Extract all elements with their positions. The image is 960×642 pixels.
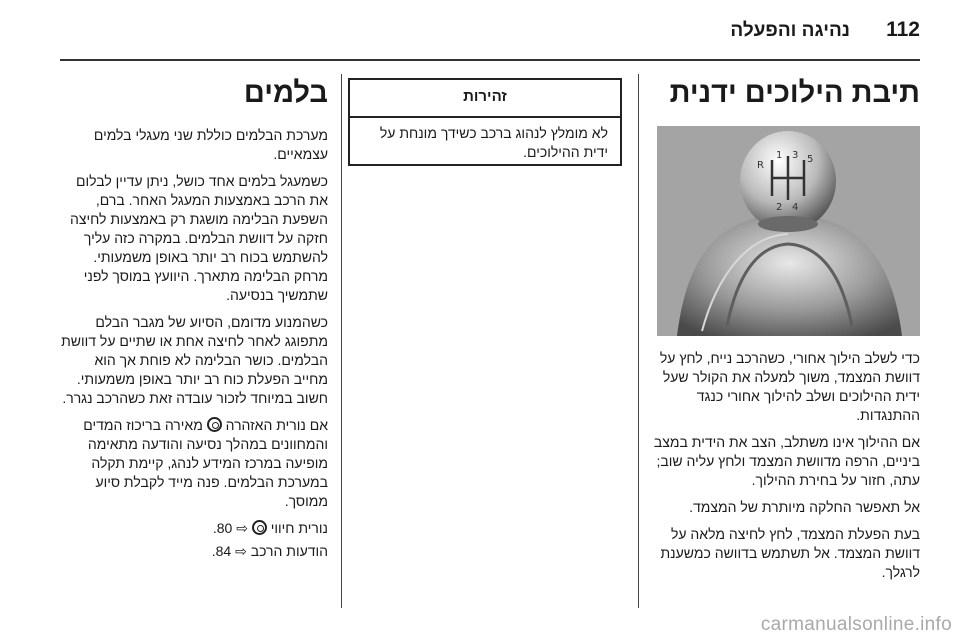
transmission-text — [652, 349, 920, 590]
ref-indicator-page: 80. — [212, 520, 233, 536]
gear-shift-image — [657, 126, 920, 336]
svg-text:3: 3 — [792, 150, 799, 161]
svg-text:4: 4 — [792, 202, 799, 213]
section-title: נהיגה והפעלה — [730, 20, 850, 41]
column-divider-right — [638, 74, 639, 608]
column-divider-left — [341, 74, 342, 608]
lamp-text-after: מאירה בריכוז המדים והמחוונים במהלך נסיעה והודעה מתאימה מופיעה במרכז המידע לנהג, קיימת תקלה במערכת הבלמים. פנה מייד לקבלת סיוע ממוסך. — [83, 417, 328, 509]
transmission-para-4: בעת הפעלת המצמד, לחץ לחיצה מלאה על דוושת המצמד. אל תשתמש בדוושה כמשענת לרגלך. — [660, 526, 920, 580]
svg-text:2: 2 — [776, 202, 783, 213]
brakes-heading: בלמים — [243, 77, 328, 109]
arrow-icon: ⇨ — [235, 543, 247, 559]
brakes-para-3: כשהמנוע מדומם, הסיוע של מגבר הבלם מתפוגג לאחר לחיצה אחת או שתיים על דוושת הבלמים. כושר הבלימה לא פוחת אך הוא מחייב הפעלת כוח רב יותר באופן משמעותי. חשוב במיוחד לזכור עובדה זאת כשהרכב נגרר. — [61, 314, 328, 406]
svg-text:5: 5 — [807, 154, 814, 165]
ref-messages-page: 84. — [211, 543, 232, 559]
header-rule — [60, 59, 920, 61]
watermark: carmanualsonline.info — [760, 614, 952, 635]
brakes-para-2: כשמעגל בלמים אחד כושל, ניתן עדיין לבלום את הרכב באמצעות המעגל האחר. ברם, השפעת הבלימה מושגת רק באמצעות לחיצה חזקה על דוושת הבלמים. במקרה כזה עליך להשתמש בכוח רב יותר באופן משמעותי. מרחק הבלימה מתארך. היוועץ במוסך לפני שתמשיך בנסיעה. — [69, 173, 328, 303]
brakes-para-1: מערכת הבלמים כוללת שני מעגלי בלמים עצמאיים. — [93, 127, 328, 162]
transmission-para-1: כדי לשלב הילוך אחורי, כשהרכב נייח, לחץ על דוושת המצמד, משוך למעלה את הקולר שעל ידית ההילוכים ושלב להילוך אחורי כנגד ההתנגדות. — [659, 350, 920, 423]
svg-text:R: R — [757, 160, 764, 171]
indicator-lamp-icon — [252, 520, 267, 535]
transmission-para-3: אל תאפשר החלקה מיותרת של המצמד. — [689, 499, 920, 515]
caution-box — [348, 78, 622, 166]
brakes-column — [58, 76, 328, 569]
caution-title: זהירות — [350, 80, 620, 118]
ref-messages-label: הודעות הרכב — [250, 543, 328, 559]
transmission-column — [652, 76, 920, 126]
page-number: 112 — [886, 18, 920, 41]
svg-text:1: 1 — [776, 150, 783, 161]
transmission-heading: תיבת הילוכים ידנית — [669, 77, 920, 109]
reference-messages — [58, 542, 328, 561]
reference-indicator — [58, 519, 328, 538]
lamp-text-before: אם נורית האזהרה — [225, 417, 328, 433]
brakes-para-4 — [58, 416, 328, 511]
transmission-para-2: אם ההילוך אינו משתלב, הצב את הידית במצב ביניים, הרפה מדוושת המצמד ולחץ עליה שוב; עתה, חזור על בחירת ההילוך. — [653, 434, 920, 488]
arrow-icon: ⇨ — [236, 520, 248, 536]
caution-text: לא מומלץ לנהוג ברכב כשידך מונחת על ידית ההילוכים. — [379, 125, 608, 160]
ref-indicator-label: נורית חיווי — [270, 520, 328, 536]
brake-warning-lamp-icon — [207, 417, 222, 432]
